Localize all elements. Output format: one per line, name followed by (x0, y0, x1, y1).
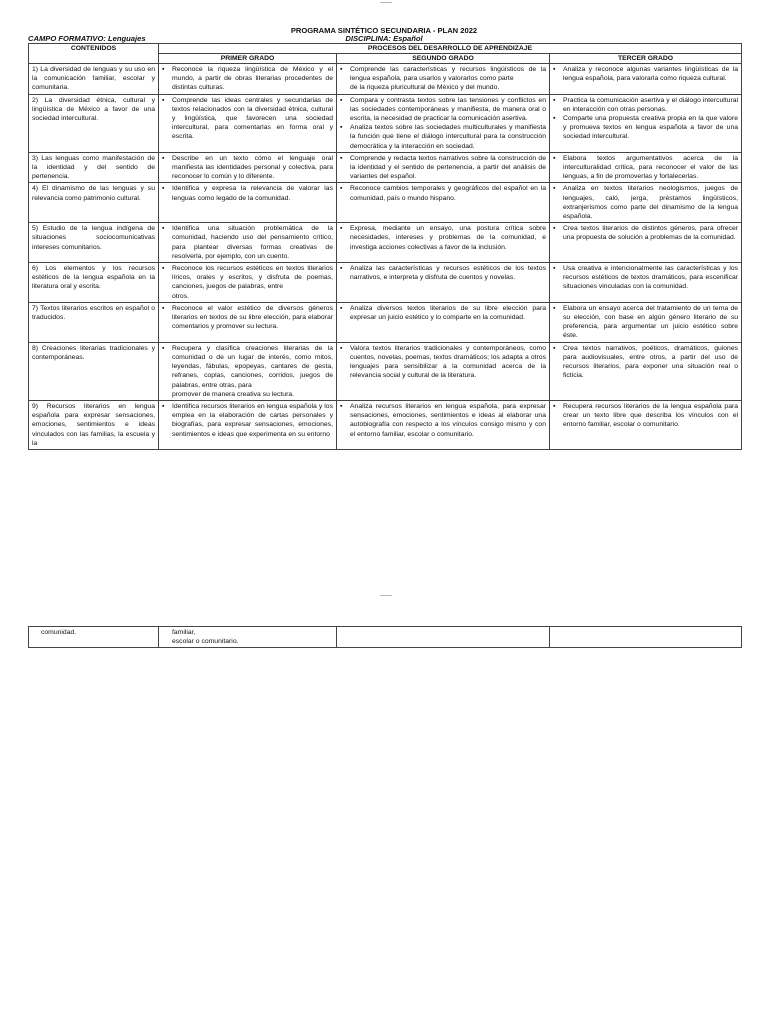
table-row (29, 627, 742, 648)
contenido-cell: 9) Recursos literarios en lengua española para expresar sensaciones, emociones, sentimientos e ideas vinculados con las familias, la escuela y la (29, 400, 159, 449)
bullet-list (162, 96, 333, 142)
tercer-grado-cell (550, 94, 742, 152)
bullet-item: ▪ Analiza diversos textos literarios de su libre elección para expresar un juicio estético y lo comparte en la comunidad. (340, 304, 546, 322)
primer-grado-cell: familiar, escolar o comunitario. (159, 627, 337, 648)
bullet-list (162, 344, 333, 399)
bullet-list (553, 224, 738, 242)
primer-grado-cell (159, 223, 337, 263)
bullet-list (553, 184, 738, 221)
contenido-cell: 8) Creaciones literarias tradicionales y contemporáneas. (29, 342, 159, 400)
segundo-grado-cell (337, 64, 550, 95)
col-contenidos-header: CONTENIDOS (29, 44, 159, 64)
contenido-cell: 4) El dinamismo de las lenguas y su relevancia como patrimonio cultural. (29, 183, 159, 223)
bullet-list (553, 65, 738, 83)
tercer-grado-cell (550, 627, 742, 648)
contenido-cell: 7) Textos literarios escritos en español o traducidos. (29, 302, 159, 342)
bullet-item: ▪ Comprende y redacta textos narrativos sobre la construcción de la identidad y el sentido de pertenencia, a partir del análisis de variantes del español. (340, 154, 546, 182)
contenido-cell: 6) Los elementos y los recursos estéticos de la lengua española en la literatura oral y escrita. (29, 263, 159, 303)
bullet-item: ▪ Analiza textos sobre las sociedades multiculturales y manifiesta la función que tiene el diálogo intercultural para la construcción democrática y la interacción en sociedad. (340, 123, 546, 151)
bullet-list (340, 304, 546, 322)
primer-grado-cell (159, 64, 337, 95)
tercer-grado-header: TERCER GRADO (550, 54, 742, 64)
segundo-grado-cell (337, 94, 550, 152)
table-row (29, 223, 742, 263)
segundo-grado-cell (337, 400, 550, 449)
bullet-list (162, 184, 333, 202)
tercer-grado-cell (550, 302, 742, 342)
bullet-list (162, 65, 333, 93)
primer-grado-header: PRIMER GRADO (159, 54, 337, 64)
continuation-table (28, 626, 742, 648)
bullet-item: ▪ Analiza en textos literarios neologismos, juegos de lenguajes, caló, jerga, préstamos lingüísticos, extranjerismos como parte del dinamismo de la lengua española. (553, 184, 738, 221)
bullet-list (340, 224, 546, 252)
primer-grado-cell (159, 263, 337, 303)
segundo-grado-cell (337, 342, 550, 400)
bullet-item: ▪ Crea textos narrativos, poéticos, dramáticos, guiones para audiovisuales, entre otros, a partir del uso de recursos literarios, para exponer una situación real o ficticia. (553, 344, 738, 381)
tercer-grado-cell (550, 223, 742, 263)
tercer-grado-cell (550, 64, 742, 95)
page-separator-bottom (380, 595, 392, 596)
bullet-item: ▪ Elabora un ensayo acerca del tratamiento de un tema de su elección, con base en algún género literario de su preferencia, para argumentar un juicio estético sobre éste. (553, 304, 738, 341)
segundo-grado-cell (337, 152, 550, 183)
table-row (29, 183, 742, 223)
disciplina-label: DISCIPLINA: Español (345, 34, 423, 43)
primer-grado-cell (159, 302, 337, 342)
bullet-list (340, 402, 546, 439)
primer-grado-cell (159, 400, 337, 449)
bullet-list (340, 184, 546, 202)
bullet-item: ▪ Expresa, mediante un ensayo, una postura crítica sobre necesidades, intereses y problemas de la comunidad, e investiga acciones colectivas a favor de la inclusión. (340, 224, 546, 252)
bullet-item: ▪ Comparte una propuesta creativa propia en la que valore y promueva textos en lengua española a favor de una sociedad intercultural. (553, 114, 738, 142)
bullet-item: ▪ Compara y contrasta textos sobre las tensiones y conflictos en las sociedades contemporáneas y manifiesta, de manera oral o escrita, la necesidad de practicar la comunicación asertiva. (340, 96, 546, 124)
page-separator-top (380, 2, 392, 3)
bullet-item: ▪ Identifica y expresa la relevancia de valorar las lenguas como legado de la comunidad. (162, 184, 333, 202)
bullet-item: ▪ Crea textos literarios de distintos géneros, para ofrecer una propuesta de solución a problemas de la comunidad. (553, 224, 738, 242)
page-title: PROGRAMA SINTÉTICO SECUNDARIA - PLAN 2022 (290, 26, 478, 35)
tercer-grado-cell (550, 263, 742, 303)
bullet-item: ▪ Comprende las ideas centrales y secundarias de textos relacionados con la diversidad étnica, cultural y lingüística, que favorecen una sociedad intercultural, para comentarlas en forma oral y escrita. (162, 96, 333, 142)
bullet-list (340, 344, 546, 381)
segundo-grado-cell (337, 223, 550, 263)
table-row (29, 263, 742, 303)
bullet-list (553, 304, 738, 341)
bullet-item: ▪ Reconoce los recursos estéticos en textos literarios líricos, orales y escritos, y disfruta de poemas, canciones, juegos de palabras, entre otros. (162, 264, 333, 301)
bullet-list (162, 304, 333, 332)
bullet-list (553, 264, 738, 292)
bullet-list (553, 344, 738, 381)
segundo-grado-header: SEGUNDO GRADO (337, 54, 550, 64)
campo-formativo-label: CAMPO FORMATIVO: Lenguajes (28, 34, 146, 43)
bullet-list (162, 264, 333, 301)
bullet-item: ▪ Reconoce la riqueza lingüística de México y el mundo, a partir de obras literarias procedentes de distintas culturas. (162, 65, 333, 93)
bullet-item: ▪ Describe en un texto cómo el lenguaje oral manifiesta las identidades personal y colectiva, para reconocer lo común y lo diferente. (162, 154, 333, 182)
table-row (29, 94, 742, 152)
contenido-cell: 2) La diversidad étnica, cultural y lingüística de México a favor de una sociedad intercultural. (29, 94, 159, 152)
contenido-cell: 5) Estudio de la lengua indígena de situaciones sociocomunicativas intereses comunitarios. (29, 223, 159, 263)
program-table (28, 43, 742, 450)
bullet-item: ▪ Reconoce cambios temporales y geográficos del español en la comunidad, país o mundo hispano. (340, 184, 546, 202)
col-procesos-header: PROCESOS DEL DESARROLLO DE APRENDIZAJE (159, 44, 742, 54)
contenido-cell: 3) Las lenguas como manifestación de la identidad y del sentido de pertenencia. (29, 152, 159, 183)
bullet-item: ▪ Valora textos literarios tradicionales y contemporáneos, como cuentos, novelas, poemas, textos dramáticos; los adapta a otros lenguajes para sensibilizar a la comunidad acerca de la relevancia social y cultural de la literatura. (340, 344, 546, 381)
bullet-item: ▪ Practica la comunicación asertiva y el diálogo intercultural en interacción con otras personas. (553, 96, 738, 114)
bullet-list (162, 224, 333, 261)
bullet-list (553, 402, 738, 430)
bullet-list (162, 154, 333, 182)
primer-grado-cell (159, 183, 337, 223)
bullet-item: ▪ Analiza recursos literarios en lengua española, para expresar sensaciones, emociones, sentimientos e ideas al elaborar una autobiografía con respecto a los vínculos consigo mismo y con el entorno familiar, escolar o comunitario. (340, 402, 546, 439)
contenido-cell: 1) La diversidad de lenguas y su uso en la comunicación familiar, escolar y comunitaria. (29, 64, 159, 95)
bullet-item: ▪ Reconoce el valor estético de diversos géneros literarios en textos de su libre elección, para elaborar comentarios y promover su lectura. (162, 304, 333, 332)
bullet-item: ▪ Recupera recursos literarios de la lengua española para crear un texto libre que describa los vínculos con el entorno familiar, escolar o comunitario. (553, 402, 738, 430)
table-row (29, 400, 742, 449)
segundo-grado-cell (337, 302, 550, 342)
contenido-cell: comunidad. (29, 627, 159, 648)
table-row (29, 342, 742, 400)
bullet-list (553, 154, 738, 182)
segundo-grado-cell (337, 263, 550, 303)
bullet-list (162, 402, 333, 439)
bullet-item: ▪ Analiza las características y recursos estéticos de los textos narrativos, e interpreta y disfruta de cuentos y novelas. (340, 264, 546, 282)
primer-grado-cell (159, 94, 337, 152)
tercer-grado-cell (550, 183, 742, 223)
primer-grado-cell (159, 342, 337, 400)
primer-grado-cell (159, 152, 337, 183)
bullet-list (340, 65, 546, 93)
bullet-item: ▪ Analiza y reconoce algunas variantes lingüísticas de la lengua española, para valorarla como riqueza cultural. (553, 65, 738, 83)
bullet-list (340, 154, 546, 182)
bullet-list (340, 96, 546, 151)
tercer-grado-cell (550, 152, 742, 183)
bullet-item: ▪ Identifica recursos literarios en lengua española y los emplea en la elaboración de cartas personales y biografías, para expresar sensaciones, emociones, sentimientos e ideas que experimenta en su entorno (162, 402, 333, 439)
bullet-item: ▪ Recupera y clasifica creaciones literarias de la comunidad o de un lugar de interés, como mitos, leyendas, fábulas, epopeyas, cantares de gesta, refranes, coplas, canciones, corridos, juegos de palabras, entre otras, para promover de manera creativa su lectura. (162, 344, 333, 399)
tercer-grado-cell (550, 400, 742, 449)
bullet-list (340, 264, 546, 282)
bullet-item: ▪ Usa creativa e intencionalmente las características y los recursos estéticos de textos dramáticos, para escenificar situaciones vinculadas con la comunidad. (553, 264, 738, 292)
table-header-row (29, 44, 742, 54)
tercer-grado-cell (550, 342, 742, 400)
segundo-grado-cell (337, 183, 550, 223)
bullet-item: ▪ Identifica una situación problemática de la comunidad, haciendo uso del pensamiento crítico, para plantear diversas formas creativas de resolverla, por ejemplo, con un cuento. (162, 224, 333, 261)
bullet-list (553, 96, 738, 142)
bullet-item: ▪ Elabora textos argumentativos acerca de la interculturalidad crítica, para reconocer el valor de las lenguas, a fin de promoverlas y fortalecerlas. (553, 154, 738, 182)
segundo-grado-cell (337, 627, 550, 648)
table-row (29, 152, 742, 183)
table-row (29, 302, 742, 342)
table-row (29, 64, 742, 95)
bullet-item: ▪ Comprende las características y recursos lingüísticos de la lengua española, para usarlos y valorarlos como parte de la riqueza pluricultural de México y del mundo. (340, 65, 546, 93)
